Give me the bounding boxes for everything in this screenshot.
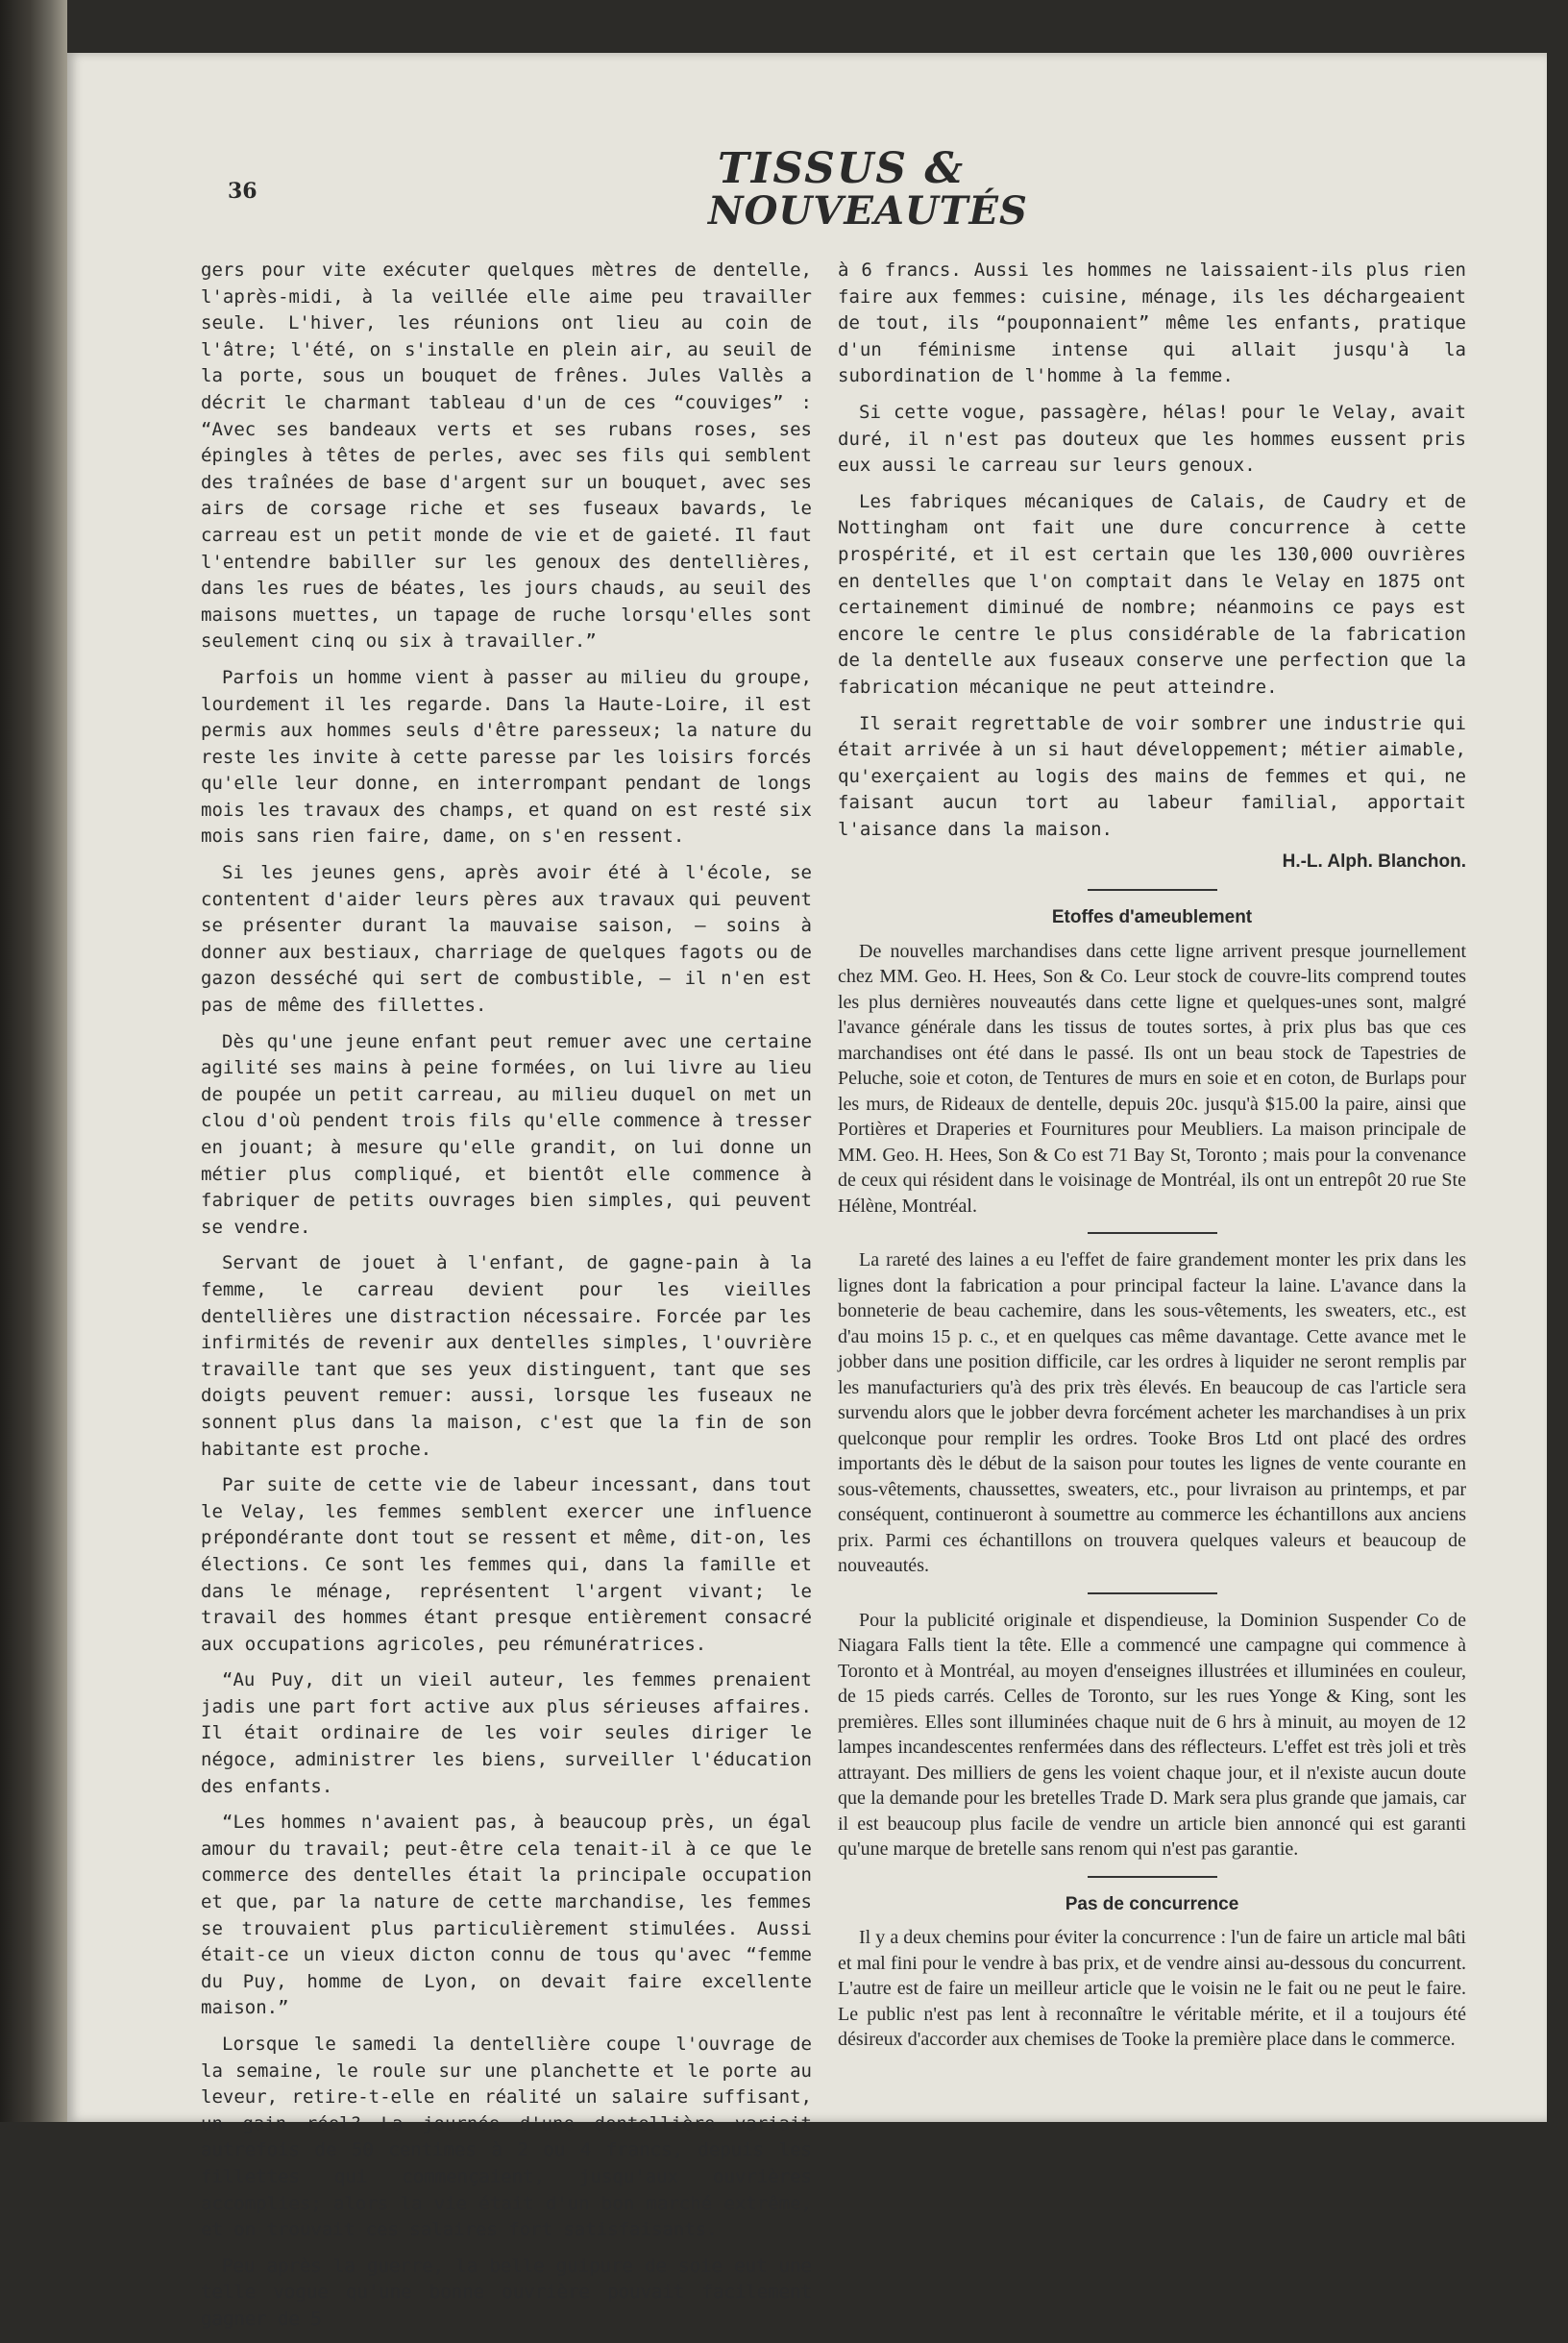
- section-publicite: [838, 1608, 1466, 1862]
- paragraph: Dès qu'une jeune enfant peut remuer avec une certaine agilité ses mains à peine formées, on lui livre au lieu de poupée un petit carreau, au milieu duquel on met un clou d'où pendent trois fils qu'elle commence à tresser en jouant; à mesure qu'elle grandit, on lui donne un métier plus compliqué, et bientôt elle commence à fabriquer de petits ouvrages bien simples, qui peuvent se vendre.: [201, 1030, 812, 1238]
- divider: [1088, 1232, 1217, 1234]
- paragraph: Il y a deux chemins pour éviter la concurrence : l'un de faire un article mal bâti et mal fini pour le vendre à bas prix, et de vendre ainsi au-dessous du concurrent. L'autre est de faire un meilleur article que le voisin ne le fait ou ne peut le faire. Le public n'est pas lent à reconnaître le véritable mérite, et il a toujours été désireux d'accorder aux chemises de Tooke la première place dans le commerce.: [838, 1927, 1466, 2051]
- paragraph: Par suite de cette vie de labeur incessant, dans tout le Velay, les femmes semblent exercer une influence prépondérante dont tout se ressent et même, dit-on, les élections. Ce sont les femmes qui, dans la famille et dans le ménage, représentent l'argent vivant; le travail des hommes étant presque entièrement consacré aux occupations agricoles, peu rémunératrices.: [201, 1474, 812, 1655]
- paragraph: Parfois un homme vient à passer au milieu du groupe, lourdement il les regarde. Dans la Haute-Loire, il est permis aux hommes seuls d'être paresseux; la nature du reste les invite à cette paresse par les loisirs forcés qu'elle leur donne, en interrompant pendant de longs mois les travaux des champs, et quand on est resté six mois sans rien faire, dame, on s'en ressent.: [201, 666, 812, 848]
- paragraph: Les fabriques mécaniques de Calais, de Caudry et de Nottingham ont fait une dure concurrence à cette prospérité, et il est certain que les 130,000 ouvrières en dentelles que l'on comptait dans le Velay en 1875 ont certainement diminué de nombre; néanmoins ce pays est encore le centre le plus considérable de la fabrication de la dentelle aux fuseaux conserve une perfection que la fabrication mécanique ne peut atteindre.: [838, 490, 1466, 698]
- masthead-logo: [698, 144, 1028, 250]
- paragraph: Si les jeunes gens, après avoir été à l'école, se contentent d'aider leurs pères aux travaux qui peuvent se présenter durant la mauvaise saison, — soins à donner aux bestiaux, charriage de quelques fagots ou de gazon desséché qui sert de combustible, — il n'en est pas de même des fillettes.: [201, 862, 812, 1017]
- paragraph: Si cette vogue, passagère, hélas! pour le Velay, avait duré, il n'est pas douteux que les hommes eussent pris eux aussi le carreau sur leurs genoux.: [838, 401, 1466, 477]
- paragraph: Il serait regrettable de voir sombrer une industrie qui était arrivée à un si haut développement; métier aimable, qu'exerçaient au logis des mains de femmes et qui, ne faisant aucun tort au labeur familial, apportait l'aisance dans la maison.: [838, 712, 1466, 840]
- author-signature: H.-L. Alph. Blanchon.: [1282, 851, 1466, 873]
- page-number: 36: [228, 179, 257, 204]
- paragraph: gers pour vite exécuter quelques mètres de dentelle, l'après-midi, à la veillée elle aime peu travailler seule. L'hiver, les réunions ont lieu au coin de l'âtre; l'été, on s'installe en plein air, au seuil de la porte, sous un bouquet de frênes. Jules Vallès a décrit le charmant tableau d'un de ces “couviges” : “Avec ses bandeaux verts et ses rubans roses, ses épingles à têtes de perles, avec ses fils qui semblent des traînées de base d'argent sur un bouquet, avec ses airs de corsage riche et ses fuseaux bavards, le carreau est un petit monde de vie et de gaieté. Il faut l'entendre babiller sur les genoux des dentellières, dans les rues de béates, les jours chauds, au seuil des maisons muettes, un tapage de ruche lorsqu'elles sont seulement cinq ou six à travailler.”: [201, 259, 812, 653]
- right-column: [838, 258, 1466, 2059]
- section-concurrence: [838, 1925, 1466, 2053]
- paragraph: “Les hommes n'avaient pas, à beaucoup près, un égal amour du travail; peut-être cela tenait-il à ce que le commerce des dentelles était la principale occupation et que, par la nature de cette marchandise, les femmes se trouvaient plus particulièrement stimulées. Aussi était-ce un vieux dicton connu de tous qu'avec “femme du Puy, homme de Lyon, on devait faire excellente maison.”: [201, 1812, 812, 2019]
- divider: [1088, 1876, 1217, 1878]
- section-ameublement: [838, 939, 1466, 1220]
- divider: [1088, 889, 1217, 891]
- section-laines: [838, 1247, 1466, 1579]
- paragraph: De nouvelles marchandises dans cette ligne arrivent presque journellement chez MM. Geo. H. Hees, Son & Co. Leur stock de couvre-lits comprend toutes les plus dernières nouveautés dans cette ligne et quelques-unes sont, malgré l'avance générale dans les tissus de toutes sortes, à prix plus bas que ces marchandises ont été dans le passé. Ils ont un beau stock de Tapestries de Peluche, soie et coton, de Tentures de murs en soie et en coton, de Burlaps pour les murs, de Rideaux de dentelle, depuis 20c. jusqu'à $15.00 la paire, ainsi que Portières et Draperies et Fournitures pour Meubliers. La maison principale de MM. Geo. H. Hees, Son & Co est 71 Bay St, Toronto ; mais pour la convenance de ceux qui résident dans le voisinage de Montréal, ils ont un entrepôt 20 rue Ste Hélène, Montréal.: [838, 940, 1466, 1217]
- paragraph: “Au Puy, dit un vieil auteur, les femmes prenaient jadis une part fort active aux plus sérieuses affaires. Il était ordinaire de les voir seules diriger le négoce, administrer les biens, surveiller l'éducation des enfants.: [201, 1669, 812, 1797]
- paragraph: à 6 francs. Aussi les hommes ne laissaient-ils plus rien faire aux femmes: cuisine, ménage, ils les déchargeaient de tout, ils “pouponnaient” même les enfants, pratique d'un féminisme intense qui allait jusqu'à la subordination de l'homme à la femme.: [838, 259, 1466, 387]
- book-spine: [0, 0, 67, 2122]
- divider: [1088, 1592, 1217, 1594]
- section-title-concurrence: Pas de concurrence: [1065, 1893, 1239, 1914]
- paragraph: Servant de jouet à l'enfant, de gagne-pain à la femme, le carreau devient pour les vieilles dentellières une distraction nécessaire. Forcée par les infirmités de revenir aux dentelles simples, l'ouvrière travaille tant que ses yeux distinguent, tant que ses doigts peuvent remuer: aussi, lorsque les fuseaux ne sonnent plus dans la maison, c'est que la fin de son habitante est proche.: [201, 1252, 812, 1460]
- article-continuation: [838, 258, 1466, 843]
- masthead-line-1: TISSUS &: [718, 144, 966, 193]
- paragraph: Lorsque le samedi la dentellière coupe l'ouvrage de la semaine, le roule sur une planchette et le porte au leveur, retire-t-elle en réalité un salaire suffisant, un gain réel? La journée d'une dentellière variait autrefois de 50 centimes à 2 ou 4 francs, depuis les fillettes qui commençaient, jusqu'aux ouvrières accomplies; alors la vie était d'un bon marché extrême, et on trouvait ces salaires fort satisfaisants.: [201, 2034, 812, 2241]
- paragraph: Peu après la guerre, la belle guipure de soie eut une telle vogue qu'une bonne ouvrière pouvait facilement gagner de 5: [201, 2255, 812, 2330]
- masthead-line-2: NOUVEAUTÉS: [708, 188, 1028, 234]
- paragraph: Pour la publicité originale et dispendieuse, la Dominion Suspender Co de Niagara Falls tient la tête. Elle a commencé une campagne qui commence à Toronto et à Montréal, au moyen d'enseignes illustrées et illuminées en couleur, de 15 pieds carrés. Celles de Toronto, sur les rues Yonge & King, sont les premières. Elles sont illuminées chaque nuit de 6 hrs à minuit, au moyen de 12 lampes incandescentes renfermées dans des réflecteurs. L'effet est très joli et très attrayant. Des milliers de gens les voient chaque jour, et il n'existe aucun doute que la demande pour les bretelles Trade D. Mark sera plus grande que jamais, car il est beaucoup plus facile de vendre un article bien annoncé qui est garanti qu'une marque de bretelle sans renom qui n'est pas garantie.: [838, 1609, 1466, 1861]
- section-title-ameublement: Etoffes d'ameublement: [1051, 907, 1253, 928]
- paragraph: La rareté des laines a eu l'effet de faire grandement monter les prix dans les lignes dont la fabrication a pour principal facteur la laine. L'avance dans la bonneterie de beau cachemire, dans les sous-vêtements, les sweaters, etc., est d'au moins 15 p. c., et en quelques cas même davantage. Cette avance met le jobber dans une position difficile, car les ordres à liquider ne seront remplis par les manufacturiers qu'à des prix très élevés. En beaucoup de cas l'article sera survendu alors que le jobber devra forcément acheter les marchandises à un prix quelconque pour remplir les ordres. Tooke Bros Ltd ont placé des ordres importants dès le début de la saison pour toutes les lignes de vente courante en sous-vêtements, chaussettes, sweaters, etc., pour livraison au printemps, et par conséquent, continueront à soumettre au commerce les échantillons aux anciens prix. Parmi ces échantillons on trouvera quelques valeurs et beaucoup de nouveautés.: [838, 1249, 1466, 1577]
- left-column: [201, 258, 812, 2343]
